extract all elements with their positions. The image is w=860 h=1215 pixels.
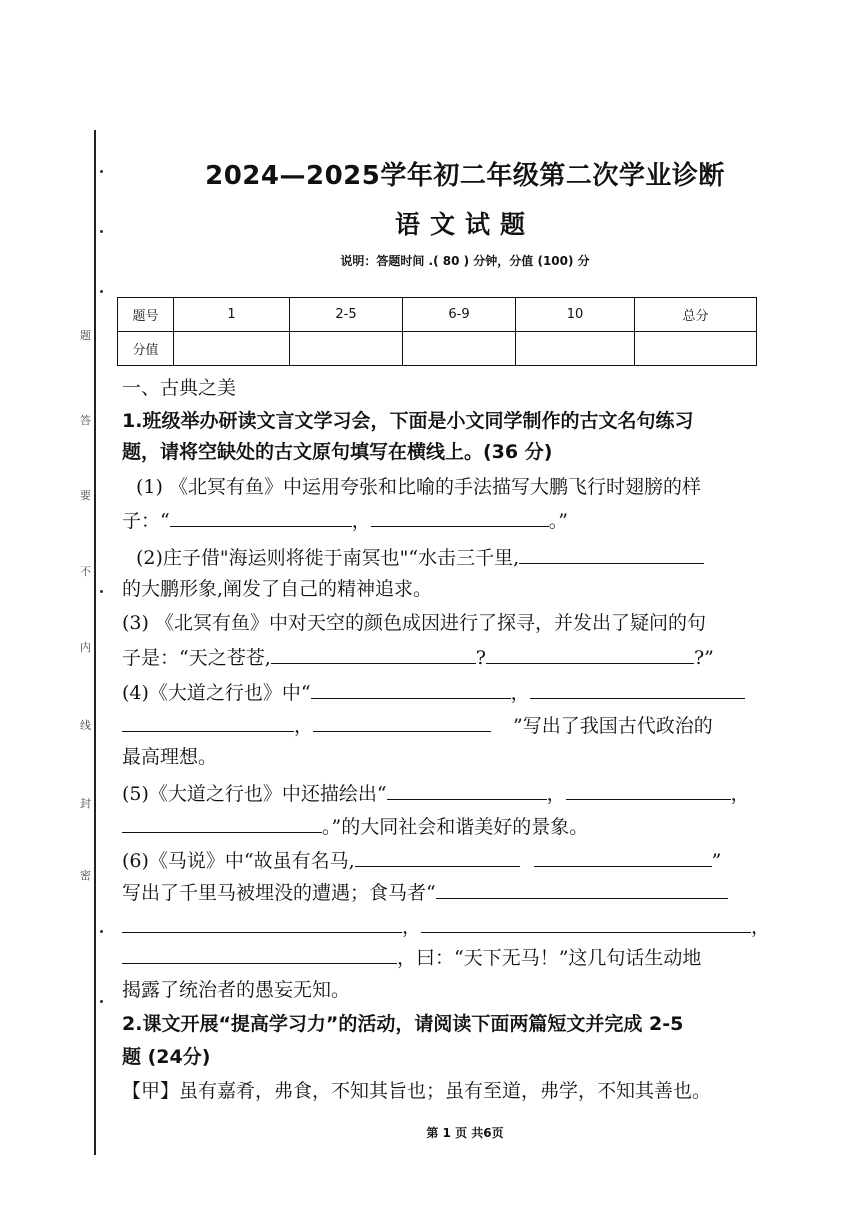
end-mark: 。”: [548, 510, 568, 532]
score-table-value-row: [118, 332, 757, 366]
answer-blank[interactable]: [530, 680, 745, 699]
separator: ，: [402, 916, 422, 938]
sub5-suffix: 。”的大同社会和谐美好的景象。: [322, 816, 589, 838]
exam-subtitle: 语文试题: [394, 210, 535, 239]
answer-blank[interactable]: [371, 508, 549, 527]
sub4-suffix: ”写出了我国古代政治的: [513, 715, 713, 737]
section-heading: 一、古典之美: [122, 377, 237, 399]
sub1-line-1: (1) 《北冥有鱼》中运用夸张和比喻的手法描写大鹏飞行时翅膀的样: [136, 476, 701, 498]
answer-blank[interactable]: [566, 781, 731, 800]
answer-blank[interactable]: [122, 814, 322, 833]
sub6-line-4: [122, 945, 772, 970]
score-cell: [635, 332, 757, 366]
score-table-header-row: [118, 298, 757, 332]
separator: ，: [510, 682, 530, 704]
exam-note: 说明：答题时间 .( 80 ) 分钟，分值 (100) 分: [340, 254, 590, 268]
binding-margin-dots: [100, 170, 106, 1130]
answer-blank[interactable]: [271, 645, 476, 664]
answer-blank[interactable]: [355, 848, 520, 867]
sub6-suffix: ，曰：“天下无马！”这几句话生动地: [397, 947, 702, 969]
separator: ，: [730, 783, 750, 805]
score-table-row-label: 分值: [118, 332, 174, 366]
margin-char: 答: [80, 414, 91, 427]
sub3-line-2: [122, 645, 772, 670]
score-table-cell: 10: [516, 298, 635, 332]
answer-blank[interactable]: [122, 914, 402, 933]
sub6-prefix: (6)《马说》中“故虽有名马,: [122, 850, 355, 872]
answer-blank[interactable]: [486, 645, 694, 664]
sub6-line-1: [122, 848, 772, 873]
passage-a: 【甲】虽有嘉肴，弗食，不知其旨也；虽有至道，弗学，不知其善也。: [122, 1080, 712, 1102]
sub3-prefix: 子是：“天之苍苍,: [122, 647, 271, 669]
question-2-line-2: 题 (24分): [122, 1046, 211, 1068]
question-1-line-2: 题，请将空缺处的古文原句填写在横线上。(36 分): [122, 441, 553, 463]
sub1-line-2: [122, 508, 772, 533]
sub1-prefix: 子：“: [122, 510, 170, 532]
sub6-text: 写出了千里马被埋没的遭遇；食马者“: [122, 882, 436, 904]
sub5-line-2: [122, 814, 772, 839]
answer-blank[interactable]: [519, 545, 704, 564]
exam-title: 2024—2025学年初二年级第二次学业诊断: [205, 161, 725, 191]
margin-char: 题: [80, 329, 91, 342]
score-table: [117, 297, 757, 366]
score-cell: [174, 332, 290, 366]
score-table-cell: 总分: [635, 298, 757, 332]
margin-char: 线: [80, 719, 91, 732]
sub6-line-3: [122, 914, 772, 939]
binding-margin-line: [94, 130, 96, 1155]
score-table-cell: 6-9: [403, 298, 516, 332]
margin-char: 封: [80, 797, 91, 810]
answer-blank[interactable]: [421, 914, 751, 933]
answer-blank[interactable]: [313, 713, 491, 732]
score-table-cell: 题号: [118, 298, 174, 332]
score-cell: [403, 332, 516, 366]
sub5-line-1: [122, 781, 772, 806]
answer-blank[interactable]: [311, 680, 511, 699]
sub4-prefix: (4)《大道之行也》中“: [122, 682, 311, 704]
sub5-prefix: (5)《大道之行也》中还描绘出“: [122, 783, 387, 805]
answer-blank[interactable]: [534, 848, 712, 867]
answer-blank[interactable]: [122, 713, 294, 732]
page-footer: 第 1 页 共6页: [426, 1126, 504, 1140]
question-1-line-1: 1.班级举办研读文言文学习会，下面是小文同学制作的古文名句练习: [122, 410, 694, 432]
end-mark: ?”: [693, 647, 714, 669]
question-mark: ?: [475, 647, 486, 669]
sub4-line-1: [122, 680, 772, 705]
score-cell: [290, 332, 403, 366]
answer-blank[interactable]: [170, 508, 352, 527]
score-table-cell: 1: [174, 298, 290, 332]
answer-blank[interactable]: [122, 945, 397, 964]
sub4-line-3: 最高理想。: [122, 746, 218, 768]
score-cell: [516, 332, 635, 366]
sub6-line-5: 揭露了统治者的愚妄无知。: [122, 979, 351, 1001]
margin-char: 密: [80, 869, 91, 882]
sub2-line-2: 的大鹏形象,阐发了自己的精神追求。: [122, 578, 433, 600]
sub2-line-1: [136, 545, 786, 570]
end-mark: ”: [711, 850, 722, 872]
separator: ，: [546, 783, 566, 805]
separator: ，: [294, 715, 314, 737]
answer-blank[interactable]: [387, 781, 547, 800]
margin-char: 要: [80, 489, 91, 502]
margin-char: 内: [80, 641, 91, 654]
sub3-line-1: (3) 《北冥有鱼》中对天空的颜色成因进行了探寻，并发出了疑问的句: [122, 612, 706, 634]
margin-char: 不: [80, 565, 91, 578]
sub6-line-2: [122, 880, 772, 905]
separator: ，: [351, 510, 371, 532]
sub2-text: (2)庄子借"海运则将徙于南冥也"“水击三千里,: [136, 547, 520, 569]
question-2-line-1: 2.课文开展“提高学习力”的活动，请阅读下面两篇短文并完成 2-5: [122, 1013, 684, 1035]
separator: ，: [751, 916, 771, 938]
answer-blank[interactable]: [436, 880, 728, 899]
sub4-line-2: [122, 713, 772, 738]
score-table-cell: 2-5: [290, 298, 403, 332]
